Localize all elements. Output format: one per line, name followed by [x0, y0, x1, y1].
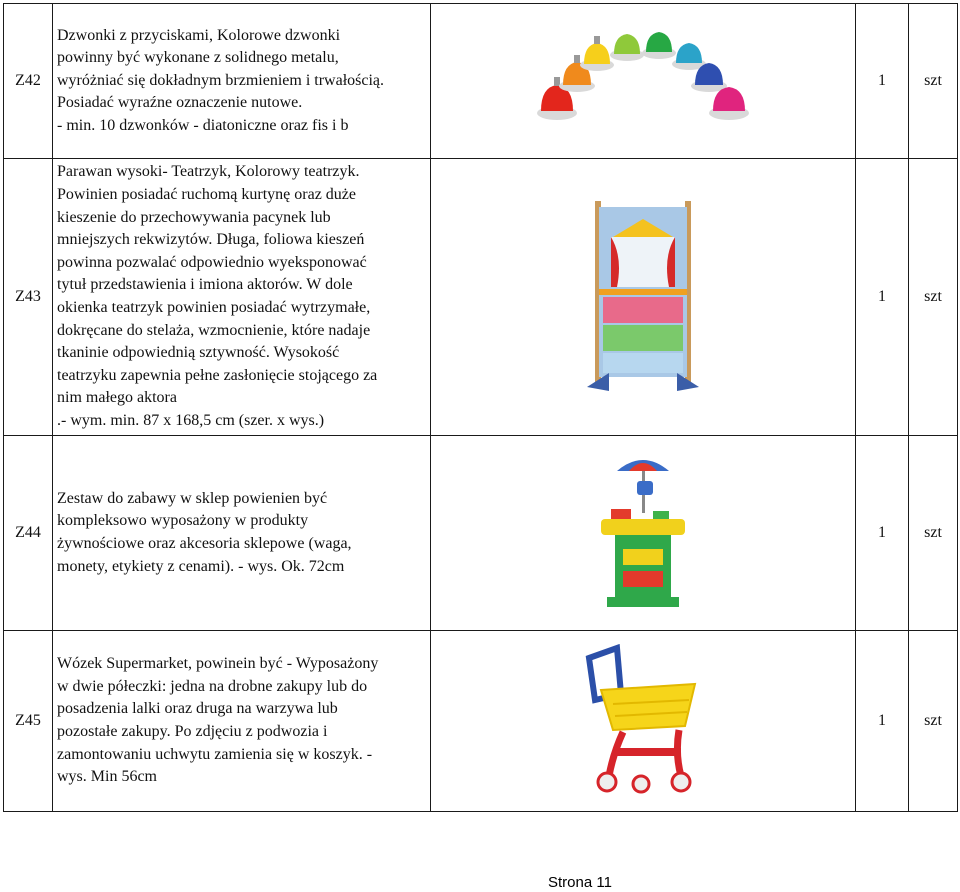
table-row: [4, 159, 958, 436]
items-table: [3, 3, 958, 812]
description-text: Wózek Supermarket, powinein być - Wyposażony w dwie półeczki: jedna na drobne zakupy lub do posadzenia lalki oraz druga na warzywa lub pozostałe zakupy. Po zdjęciu z podwozia i zamontowaniu uchwytu zamienia się w koszyk. - wys. Min 56cm: [57, 655, 379, 786]
item-description: [53, 436, 431, 631]
item-code: Z45: [4, 631, 53, 812]
item-quantity: 1: [856, 436, 909, 631]
item-unit: szt: [909, 4, 958, 159]
bell-teal: [672, 43, 706, 70]
item-quantity: 1: [856, 4, 909, 159]
description-text: Zestaw do zabawy w sklep powienien być kompleksowo wyposażony w produkty żywnościowe oraz akcesoria sklepowe (waga, monety, etykiety z cenami). - wys. Ok. 72cm: [57, 489, 352, 575]
item-code: Z44: [4, 436, 53, 631]
item-quantity: 1: [856, 159, 909, 436]
bell-green: [642, 32, 676, 59]
item-unit: szt: [909, 436, 958, 631]
item-code: Z43: [4, 159, 53, 436]
toy-shop-image: [593, 453, 693, 613]
table-row: [4, 436, 958, 631]
handbells-image: [533, 31, 753, 131]
item-description: [53, 159, 431, 436]
bell-yellow: [580, 36, 614, 71]
description-text: Dzwonki z przyciskami, Kolorowe dzwonki powinny być wykonane z solidnego metalu, wyróżniać się dokładnym brzmieniem i trwałością. Posiadać wyraźne oznaczenie nutowe. - min. 10 dzwonków - diatoniczne oraz fis i b: [57, 26, 385, 134]
item-image-cell: [431, 631, 856, 812]
item-unit: szt: [909, 631, 958, 812]
puppet-theatre-image: [583, 197, 703, 397]
item-unit: szt: [909, 159, 958, 436]
item-description: [53, 4, 431, 159]
bell-pink: [709, 87, 749, 120]
item-image-cell: [431, 436, 856, 631]
item-code: Z42: [4, 4, 53, 159]
page-number: Strona 11: [548, 874, 612, 891]
item-image-cell: [431, 159, 856, 436]
item-quantity: 1: [856, 631, 909, 812]
bell-lightgreen: [610, 34, 644, 61]
item-description: [53, 631, 431, 812]
item-image-cell: [431, 4, 856, 159]
toy-cart-image: [583, 644, 703, 799]
description-text: Parawan wysoki- Teatrzyk, Kolorowy teatrzyk. Powinien posiadać ruchomą kurtynę oraz duże kieszenie do przechowywania pacynek lub mniejszych rekwizytów. Długa, foliowa kieszeń powinna pozwalać odpowiednio wyeksponować tytuł przedstawienia i imiona aktorów. W dole okienka teatrzyk powinien posiadać wytrzymałe, dokręcane do stelaża, wzmocnienie, które nadaje tkaninie odpowiednią sztywność. Wysokość teatrzyku zapewnia pełne zasłonięcie stojącego za nim małego aktora .- wym. min. 87 x 168,5 cm (szer. x wys.): [57, 163, 378, 429]
table-row: [4, 631, 958, 812]
table-row: [4, 4, 958, 159]
